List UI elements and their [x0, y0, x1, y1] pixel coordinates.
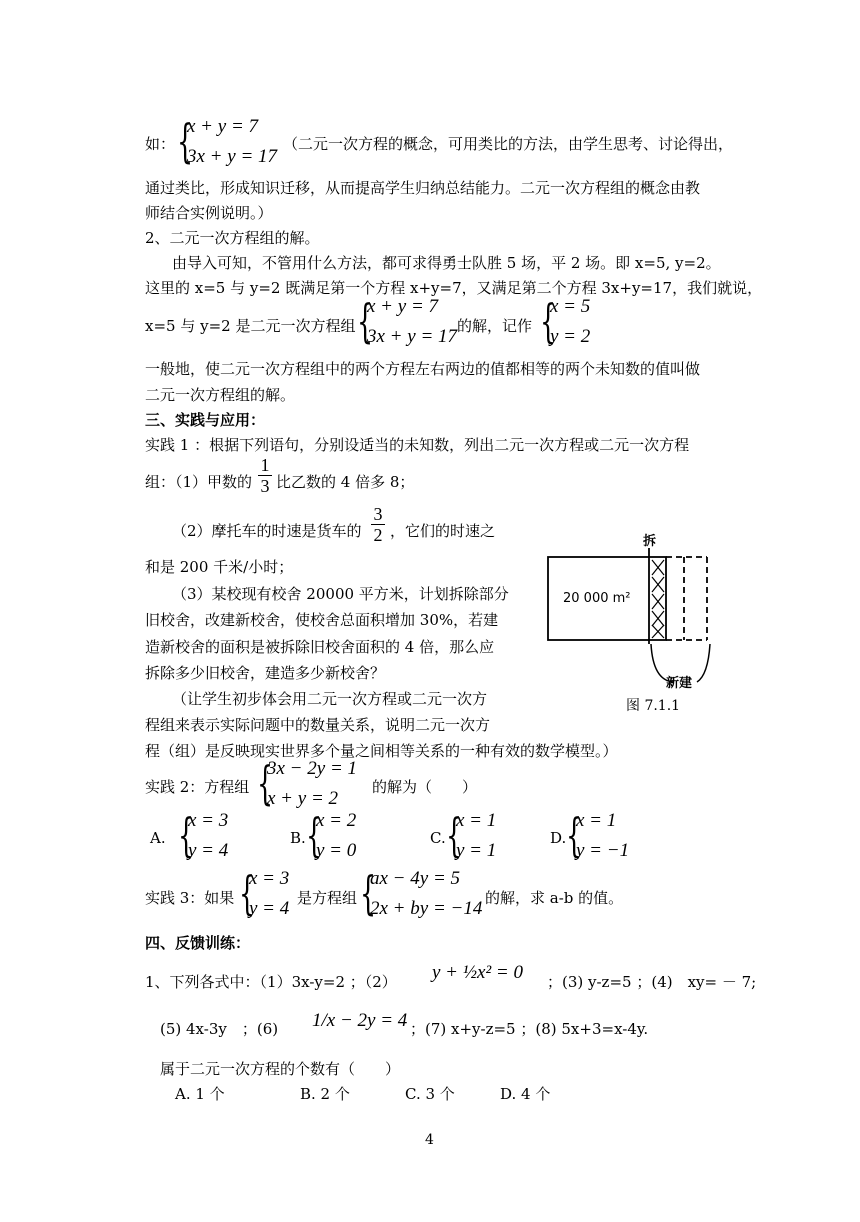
figure-label-demolish: 拆	[643, 534, 657, 549]
text-line: 一般地，使二元一次方程组中的两个方程左右两边的值都相等的两个未知数的值叫做	[145, 360, 701, 378]
text-line: （让学生初步体会用二元一次方程或二元一次方	[172, 690, 488, 708]
option-label: D.	[550, 829, 567, 847]
text-line: 造新校舍的面积是被拆除旧校舍面积的 4 倍，那么应	[145, 638, 495, 656]
text-line: 组：（1）甲数的	[145, 473, 253, 491]
section-heading: 三、实践与应用：	[145, 411, 266, 429]
text-line: ，它们的时速之	[390, 522, 496, 540]
text-line: 1、下列各式中：（1）3x-y=2 ；（2）	[145, 973, 397, 991]
text-line: （二元一次方程的概念，可用类比的方法，由学生思考、讨论得出，	[283, 135, 734, 153]
section-heading: 四、反馈训练：	[145, 934, 251, 952]
fraction: 3 2	[371, 505, 385, 544]
text-line: 属于二元一次方程的个数有（ ）	[160, 1060, 401, 1078]
text-line: 比乙数的 4 倍多 8；	[276, 473, 415, 491]
inline-equation: y + ½x² = 0	[432, 962, 523, 983]
text-line: x=5 与 y=2 是二元一次方程组	[145, 317, 356, 335]
text-line: (5) 4x-3y ；(6)	[160, 1020, 279, 1038]
answer-option: A. 1 个	[175, 1085, 225, 1103]
inline-equation: 1/x − 2y = 4	[312, 1010, 408, 1031]
answer-option: C. 3 个	[405, 1085, 455, 1103]
text-line: 的解为（ ）	[372, 778, 478, 796]
text-line: 旧校舍，改建新校舍，使校舍总面积增加 30%，若建	[145, 611, 499, 629]
text-line: 是方程组	[297, 889, 358, 907]
text-line: 这里的 x=5 与 y=2 既满足第一个方程 x+y=7，又满足第二个方程 3x+y=17，我们就说，	[145, 279, 763, 297]
text-line: 的解，记作	[457, 317, 533, 335]
text-line: 2、二元一次方程组的解。	[145, 229, 320, 247]
text-line: 程组来表示实际问题中的数量关系，说明二元一次方	[145, 716, 491, 734]
page-number: 4	[425, 1132, 434, 1148]
text-line: （3）某校现有校舍 20000 平方米，计划拆除部分	[172, 585, 509, 603]
text-line: 二元一次方程组的解。	[145, 386, 296, 404]
text-line: （2）摩托车的时速是货车的	[172, 522, 362, 540]
answer-option: D. 4 个	[500, 1085, 551, 1103]
text-line: 拆除多少旧校舍，建造多少新校舍？	[145, 664, 386, 682]
text-line: 通过类比，形成知识迁移，从而提高学生归纳总结能力。二元一次方程组的概念由教	[145, 179, 701, 197]
text-line: ；(7) x+y-z=5 ；(8) 5x+3=x-4y.	[410, 1020, 649, 1038]
text-line: 实践 2：方程组	[145, 778, 250, 796]
answer-option: B. 2 个	[300, 1085, 350, 1103]
text-line: 和是 200 千米/小时；	[145, 558, 294, 576]
text-line: 实践 3：如果	[145, 889, 235, 907]
figure-label-new: 新建	[666, 676, 693, 691]
figure-diagram	[545, 530, 725, 710]
figure-caption: 图 7.1.1	[626, 698, 681, 714]
text-line: 师结合实例说明。）	[145, 204, 273, 222]
option-label: B.	[290, 829, 306, 847]
fraction: 1 3	[258, 456, 272, 495]
figure-label-area: 20 000 m²	[563, 591, 631, 606]
option-label: C.	[430, 829, 446, 847]
text-line: 实践 1 ：根据下列语句，分别设适当的未知数，列出二元一次方程或二元一次方程	[145, 436, 690, 454]
text-line: 如：	[145, 135, 176, 153]
text-line: 程（组）是反映现实世界多个量之间相等关系的一种有效的数学模型。）	[145, 742, 618, 760]
text-line: 由导入可知，不管用什么方法，都可求得勇士队胜 5 场，平 2 场。即 x=5, y=2。	[172, 254, 721, 272]
text-line: 的解，求 a-b 的值。	[485, 889, 624, 907]
option-label: A.	[150, 829, 166, 847]
text-line: ；(3) y-z=5 ；(4) xy= － 7;	[547, 973, 757, 991]
